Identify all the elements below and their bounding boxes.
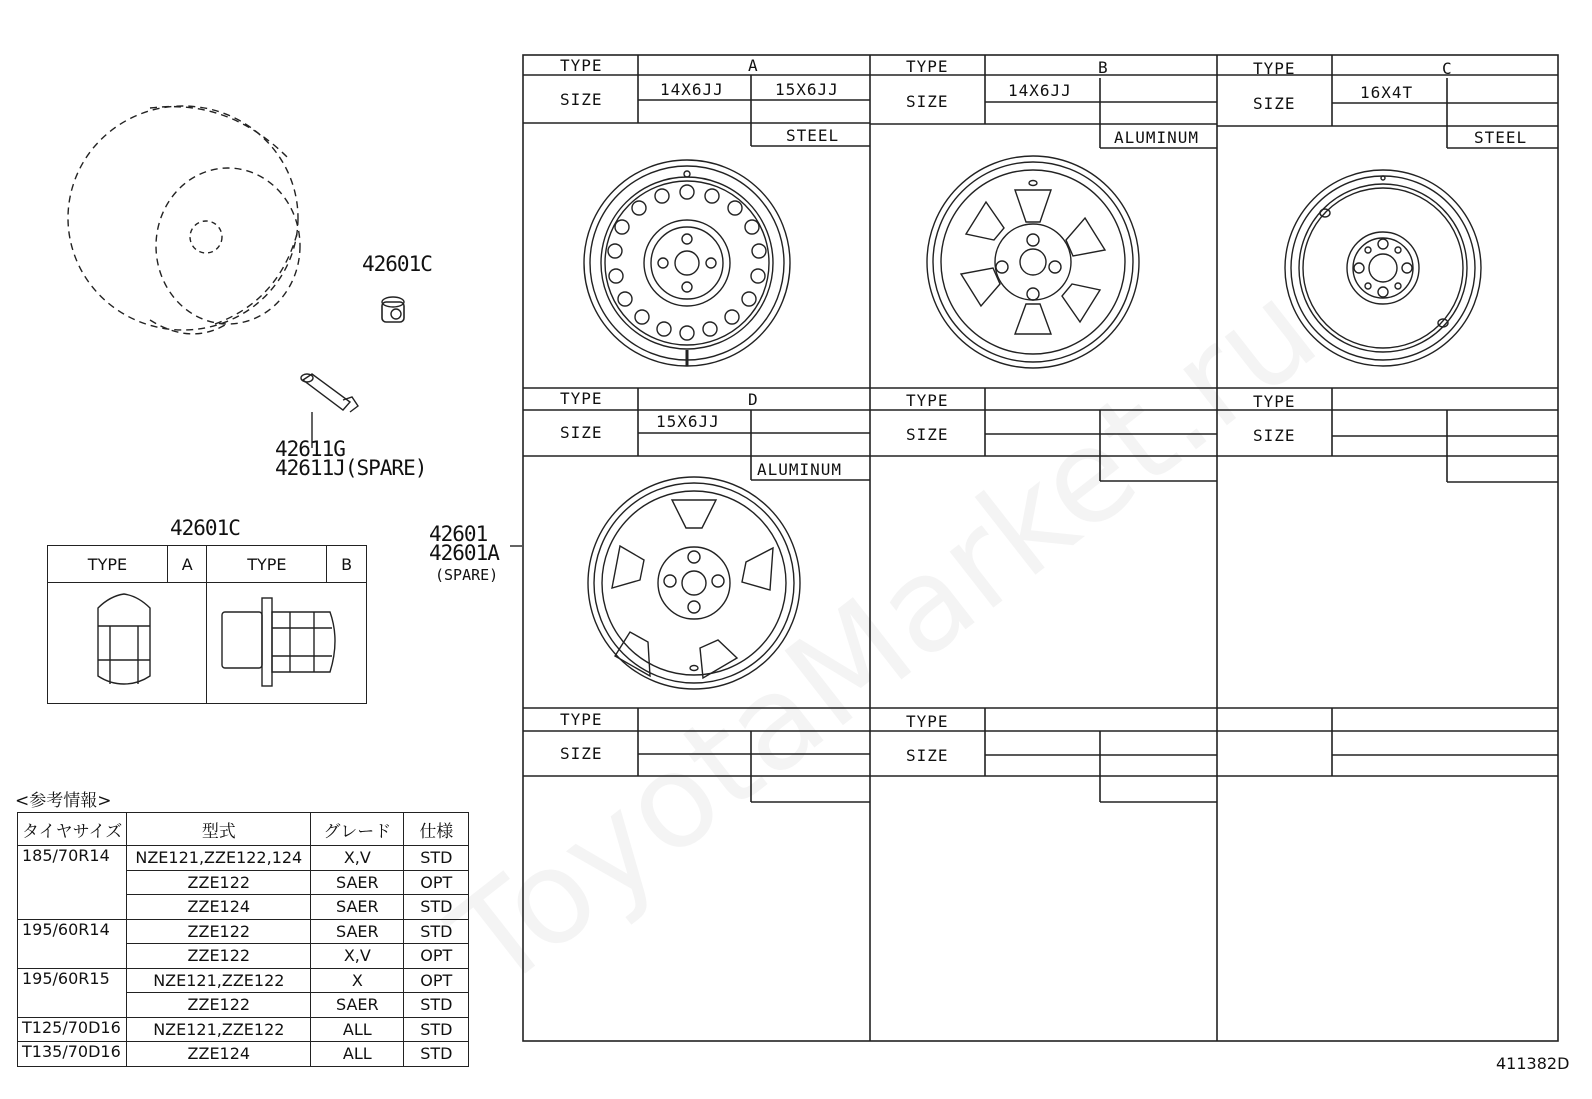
grade-cell: X bbox=[311, 968, 404, 993]
size-label: SIZE bbox=[1253, 94, 1296, 113]
size-label: SIZE bbox=[906, 425, 949, 444]
grade-cell: SAER bbox=[311, 895, 404, 920]
model-cell: NZE121,ZZE122,124 bbox=[127, 846, 311, 871]
wheel-spare-note: (SPARE) bbox=[435, 566, 499, 584]
grade-cell: X,V bbox=[311, 944, 404, 969]
header-model: 型式 bbox=[127, 813, 311, 846]
spec-cell: STD bbox=[404, 895, 469, 920]
nut-type-a-cell bbox=[48, 583, 207, 704]
type-label: TYPE bbox=[560, 56, 603, 75]
wheel-assembly-illustration bbox=[68, 106, 300, 334]
nut-type-b: B bbox=[327, 546, 367, 583]
wheel-type-b: B bbox=[1098, 58, 1109, 77]
diagram-id: 411382D bbox=[1496, 1054, 1570, 1073]
tyre-size-cell: T135/70D16 bbox=[18, 1042, 127, 1067]
size-label: SIZE bbox=[560, 423, 603, 442]
tyre-size-cell: 195/60R14 bbox=[18, 919, 127, 968]
grade-cell: SAER bbox=[311, 919, 404, 944]
type-label: TYPE bbox=[906, 391, 949, 410]
tyre-size-cell: 195/60R15 bbox=[18, 968, 127, 1017]
nut-type-b-cell bbox=[207, 583, 367, 704]
header-grade: グレード bbox=[311, 813, 404, 846]
wheel-c-illustration bbox=[1285, 170, 1481, 366]
wheel-d-illustration bbox=[588, 477, 800, 689]
type-label: TYPE bbox=[906, 712, 949, 731]
wheel-b-material: ALUMINUM bbox=[1114, 128, 1200, 147]
table-row bbox=[18, 968, 469, 993]
grade-cell: SAER bbox=[311, 870, 404, 895]
nut-type-a: A bbox=[167, 546, 207, 583]
spec-cell: STD bbox=[404, 919, 469, 944]
spec-cell: STD bbox=[404, 1042, 469, 1067]
spec-cell: STD bbox=[404, 846, 469, 871]
reference-title: <参考情報> bbox=[15, 791, 112, 811]
table-row bbox=[18, 1042, 469, 1067]
wheel-part-number: 42601 bbox=[429, 522, 488, 546]
wheel-a-size-2: 15X6JJ bbox=[775, 80, 839, 99]
model-cell: ZZE122 bbox=[127, 919, 311, 944]
size-label: SIZE bbox=[1253, 426, 1296, 445]
wheel-spare-part-number: 42601A bbox=[429, 541, 499, 565]
model-cell: ZZE124 bbox=[127, 1042, 311, 1067]
model-cell: NZE121,ZZE122 bbox=[127, 968, 311, 993]
wheel-type-d: D bbox=[748, 390, 759, 409]
model-cell: ZZE122 bbox=[127, 993, 311, 1018]
wheel-d-size-1: 15X6JJ bbox=[656, 412, 720, 431]
wheel-a-illustration bbox=[584, 160, 790, 366]
nut-table-title: 42601C bbox=[170, 516, 240, 540]
header-tyre-size: タイヤサイズ bbox=[18, 813, 127, 846]
hub-nut-part-number: 42601C bbox=[362, 252, 432, 276]
nut-type-label: TYPE bbox=[48, 546, 168, 583]
spec-cell: OPT bbox=[404, 870, 469, 895]
nut-type-label: TYPE bbox=[207, 546, 327, 583]
spec-cell: OPT bbox=[404, 944, 469, 969]
hub-nut-illustration bbox=[382, 297, 404, 322]
size-label: SIZE bbox=[906, 92, 949, 111]
model-cell: ZZE122 bbox=[127, 944, 311, 969]
valve-spare-part-number: 42611J(SPARE) bbox=[275, 456, 427, 480]
wheel-b-size-1: 14X6JJ bbox=[1008, 81, 1072, 100]
model-cell: NZE121,ZZE122 bbox=[127, 1017, 311, 1042]
wheel-b-illustration bbox=[927, 156, 1139, 368]
nut-type-table bbox=[47, 545, 367, 704]
valve-part-number: 42611G bbox=[275, 437, 345, 461]
table-row bbox=[18, 919, 469, 944]
wheel-type-a: A bbox=[748, 56, 759, 75]
wheel-a-material: STEEL bbox=[786, 126, 840, 145]
reference-table bbox=[17, 812, 469, 1067]
grade-cell: X,V bbox=[311, 846, 404, 871]
type-label: TYPE bbox=[906, 57, 949, 76]
model-cell: ZZE124 bbox=[127, 895, 311, 920]
grade-cell: ALL bbox=[311, 1042, 404, 1067]
size-label: SIZE bbox=[560, 744, 603, 763]
type-label: TYPE bbox=[560, 389, 603, 408]
wheel-d-material: ALUMINUM bbox=[757, 460, 843, 479]
spec-cell: OPT bbox=[404, 968, 469, 993]
tyre-size-cell: 185/70R14 bbox=[18, 846, 127, 920]
header-spec: 仕様 bbox=[404, 813, 469, 846]
type-label: TYPE bbox=[1253, 59, 1296, 78]
model-cell: ZZE122 bbox=[127, 870, 311, 895]
wheel-c-size-1: 16X4T bbox=[1360, 83, 1414, 102]
spec-cell: STD bbox=[404, 993, 469, 1018]
table-row bbox=[18, 1017, 469, 1042]
wheel-c-material: STEEL bbox=[1474, 128, 1528, 147]
wheel-grid-lines bbox=[523, 55, 1558, 1041]
table-row bbox=[18, 846, 469, 871]
grade-cell: ALL bbox=[311, 1017, 404, 1042]
size-label: SIZE bbox=[906, 746, 949, 765]
tyre-size-cell: T125/70D16 bbox=[18, 1017, 127, 1042]
wheel-type-c: C bbox=[1442, 59, 1453, 78]
grade-cell: SAER bbox=[311, 993, 404, 1018]
type-label: TYPE bbox=[560, 710, 603, 729]
type-label: TYPE bbox=[1253, 392, 1296, 411]
size-label: SIZE bbox=[560, 90, 603, 109]
wheel-a-size-1: 14X6JJ bbox=[660, 80, 724, 99]
spec-cell: STD bbox=[404, 1017, 469, 1042]
